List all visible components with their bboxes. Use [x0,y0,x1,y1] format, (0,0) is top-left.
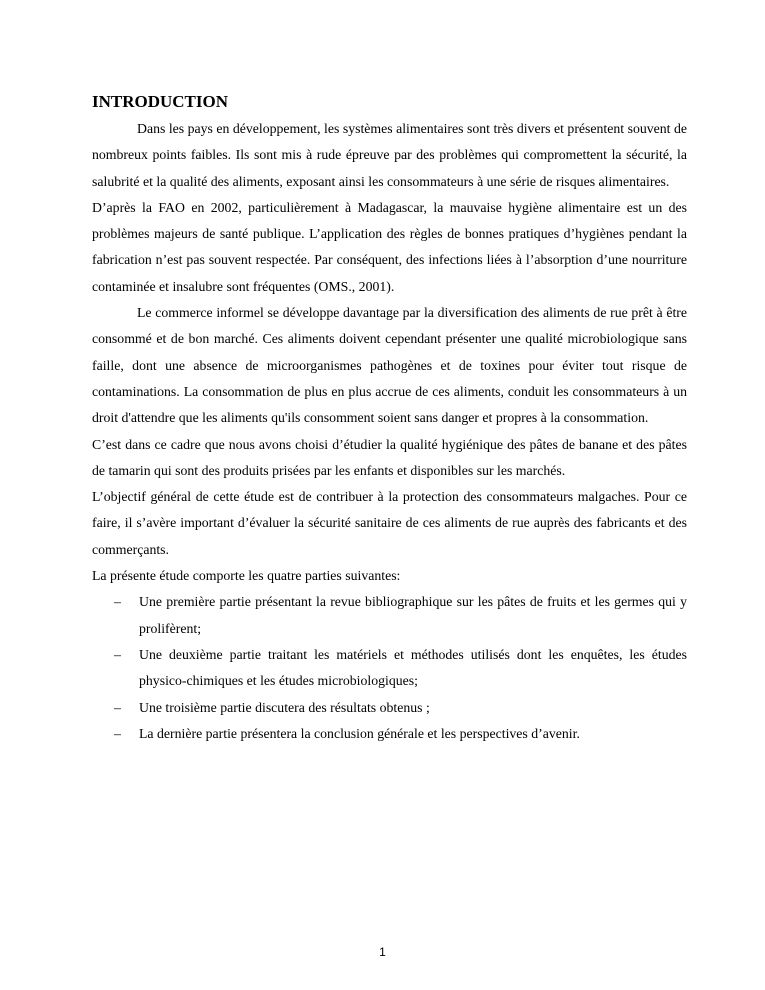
dash-marker: – [114,725,121,741]
paragraph-2: D’après la FAO en 2002, particulièrement à Madagascar, la mauvaise hygiène alimentaire est un des problèmes majeurs de santé publique. L’application des règles de bonnes pratiques d’hygiènes pendant la fabrication n’est pas souvent respectée. Par conséquent, des infections liées à l’absorption d’une nourriture contaminée et insalubre sont fréquentes (OMS., 2001). [92,199,687,294]
list-item-text: Une deuxième partie traitant les matériels et méthodes utilisés dont les enquêtes, les études physico-chimiques et les études microbiologiques; [139,646,687,689]
list-item-text: Une première partie présentant la revue bibliographique sur les pâtes de fruits et les germes qui y prolifèrent; [139,594,687,636]
page-title: INTRODUCTION [92,92,229,111]
list-item-text: Une troisième partie discutera des résultats obtenus ; [139,699,430,715]
paragraph-4: C’est dans ce cadre que nous avons choisi d’étudier la qualité hygiénique des pâtes de banane et des pâtes de tamarin qui sont des produits prisées par les enfants et disponibles sur les marchés. [92,436,687,478]
document-page [92,88,687,747]
paragraph-6: La présente étude comporte les quatre parties suivantes: [92,568,401,584]
paragraph-1: Dans les pays en développement, les systèmes alimentaires sont très divers et présentent souvent de nombreux points faibles. Ils sont mis à rude épreuve par des problèmes qui compromettent la sécurité, la salubrité et la qualité des aliments, exposant ainsi les consommateurs à une série de risques alimentaires. [92,121,687,189]
page-number: 1 [379,945,386,959]
list-item [92,721,687,747]
dash-marker: – [114,646,121,662]
paragraph-3: Le commerce informel se développe davantage par la diversification des aliments de rue prêt à être consommé et de bon marché. Ces aliments doivent cependant présenter une qualité microbiologique sans faille, dont une absence de microorganismes pathogènes et de toxines pour éviter tout risque de contaminations. La consommation de plus en plus accrue de ces aliments, conduit les consommateurs à un droit d'attendre que les aliments qu'ils consomment soient sans danger et propres à la consommation. [92,305,687,426]
dash-marker: – [114,699,121,715]
list-item [92,589,687,642]
paragraph-5: L’objectif général de cette étude est de contribuer à la protection des consommateurs malgaches. Pour ce faire, il s’avère important d’évaluer la sécurité sanitaire de ces aliments de rue auprès des fabricants et des commerçants. [92,489,687,557]
parts-list [92,589,687,747]
list-item [92,695,687,721]
list-item [92,642,687,695]
dash-marker: – [114,594,121,610]
list-item-text: La dernière partie présentera la conclusion générale et les perspectives d’avenir. [139,725,580,741]
